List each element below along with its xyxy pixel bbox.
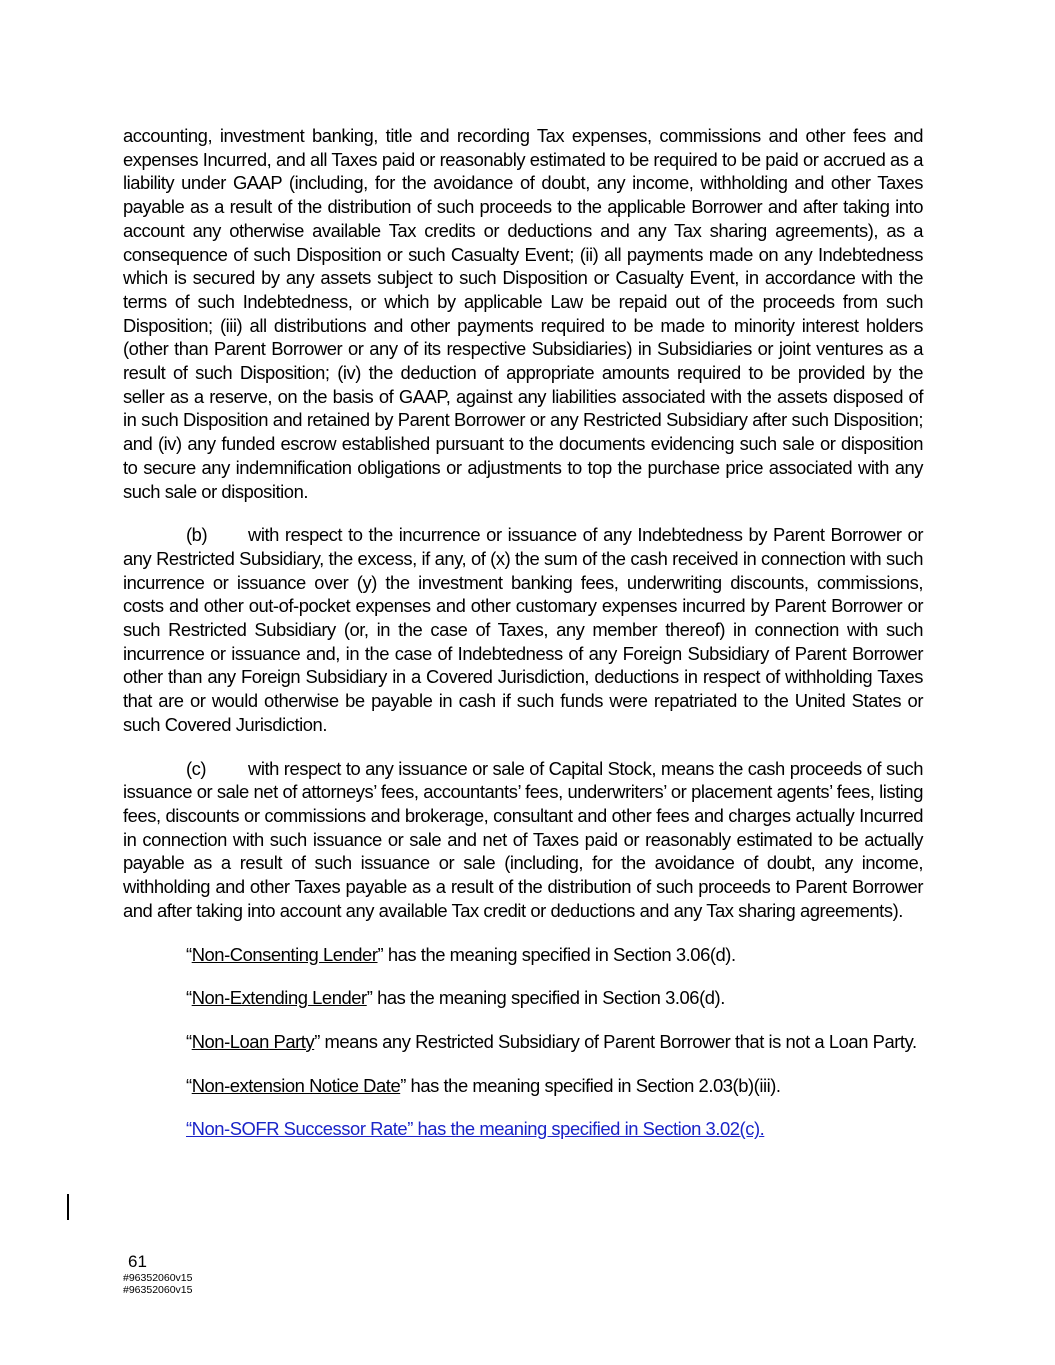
inserted-revision-text: “Non-SOFR Successor Rate” has the meaning specified in Section 3.02(c). bbox=[186, 1118, 765, 1140]
paragraph-b-text: with respect to the incurrence or issuance of any Indebtedness by Parent Borrower or any Restricted Subsidiary, the excess, if any, of (x) the sum of the cash received in connection with such incurrence or issuance over (y) the investment banking fees, underwriting discounts, commissions, costs and other out-of-pocket expenses and other customary expenses incurred by Parent Borrower or such Restricted Subsidiary (or, in the case of Taxes, any member thereof) in connection with such incurrence or issuance and, in the case of Indebtedness of any Foreign Subsidiary of Parent Borrower other than any Foreign Subsidiary in a Covered Jurisdiction, deductions in respect of withholding Taxes that are or would otherwise be payable in cash if such funds were repatriated to the United States or such Covered Jurisdiction. bbox=[123, 524, 923, 735]
page-footer bbox=[123, 1252, 193, 1296]
definition-non-extension-notice-date bbox=[123, 1074, 923, 1098]
definition-text: ” has the meaning specified in Section 3.06(d). bbox=[366, 987, 725, 1009]
defined-term: Non-Consenting Lender bbox=[191, 943, 378, 965]
document-id: #96352060v15 bbox=[123, 1272, 193, 1284]
page-number: 61 bbox=[128, 1252, 147, 1271]
defined-term: Non-Extending Lender bbox=[191, 987, 367, 1009]
paragraph-b bbox=[123, 523, 923, 736]
definition-non-loan-party bbox=[123, 1030, 923, 1054]
open-quote: “ bbox=[186, 1030, 192, 1052]
definition-text: ” has the meaning specified in Section 3.06(d). bbox=[377, 943, 736, 965]
paragraph-c-text: with respect to any issuance or sale of Capital Stock, means the cash proceeds of such issuance or sale net of attorneys’ fees, accountants’ fees, underwriters’ or placement agents’ fees, listing fees, discounts or commissions and brokerage, consultant and other fees and charges actually Incurred in connection with such issuance or sale and net of Taxes paid or reasonably estimated to be actually payable as a result of such issuance or sale (including, for the avoidance of doubt, any income, withholding and other Taxes payable as a result of the distribution of such proceeds to Parent Borrower and after taking into account any available Tax credit or deductions and any Tax sharing agreements). bbox=[123, 757, 923, 921]
paragraph-c-label: (c) bbox=[186, 757, 207, 779]
definition-non-sofr-successor-rate bbox=[123, 1117, 923, 1141]
defined-term: Non-extension Notice Date bbox=[191, 1074, 401, 1096]
document-page bbox=[123, 124, 923, 1141]
definition-text: ” has the meaning specified in Section 2.03(b)(iii). bbox=[400, 1074, 781, 1096]
open-quote: “ bbox=[186, 987, 192, 1009]
paragraph-continuation: accounting, investment banking, title and recording Tax expenses, commissions and other fees and expenses Incurred, and all Taxes paid or reasonably estimated to be required to be paid or accrued as a liability under GAAP (including, for the avoidance of doubt, any income, withholding and other Taxes payable as a result of the distribution of such proceeds to the applicable Borrower and after taking into account any otherwise available Tax credits or deductions and any Tax sharing agreements), as a consequence of such Disposition or such Casualty Event; (ii) all payments made on any Indebtedness which is secured by any assets subject to such Disposition or Casualty Event, in accordance with the terms of such Indebtedness, or which by applicable Law be repaid out of the proceeds from such Disposition; (iii) all distributions and other payments required to be made to minority interest holders (other than Parent Borrower or any of its respective Subsidiaries) in Subsidiaries or joint ventures as a result of such Disposition; (iv) the deduction of appropriate amounts required to be provided by the seller as a reserve, on the basis of GAAP, against any liabilities associated with the assets disposed of in such Disposition and retained by Parent Borrower or any Restricted Subsidiary after such Disposition; and (iv) any funded escrow established pursuant to the documents evidencing such sale or disposition to secure any indemnification obligations or adjustments to top the purchase price associated with any such sale or disposition. bbox=[123, 125, 923, 502]
defined-term: Non-Loan Party bbox=[191, 1030, 315, 1052]
document-id: #96352060v15 bbox=[123, 1284, 193, 1296]
definition-text: ” means any Restricted Subsidiary of Parent Borrower that is not a Loan Party. bbox=[314, 1030, 917, 1052]
definition-non-consenting-lender bbox=[123, 943, 923, 967]
revision-change-bar bbox=[67, 1194, 69, 1220]
paragraph-b-label: (b) bbox=[186, 524, 208, 546]
open-quote: “ bbox=[186, 1074, 192, 1096]
definition-non-extending-lender bbox=[123, 986, 923, 1010]
paragraph-c bbox=[123, 757, 923, 923]
open-quote: “ bbox=[186, 943, 192, 965]
